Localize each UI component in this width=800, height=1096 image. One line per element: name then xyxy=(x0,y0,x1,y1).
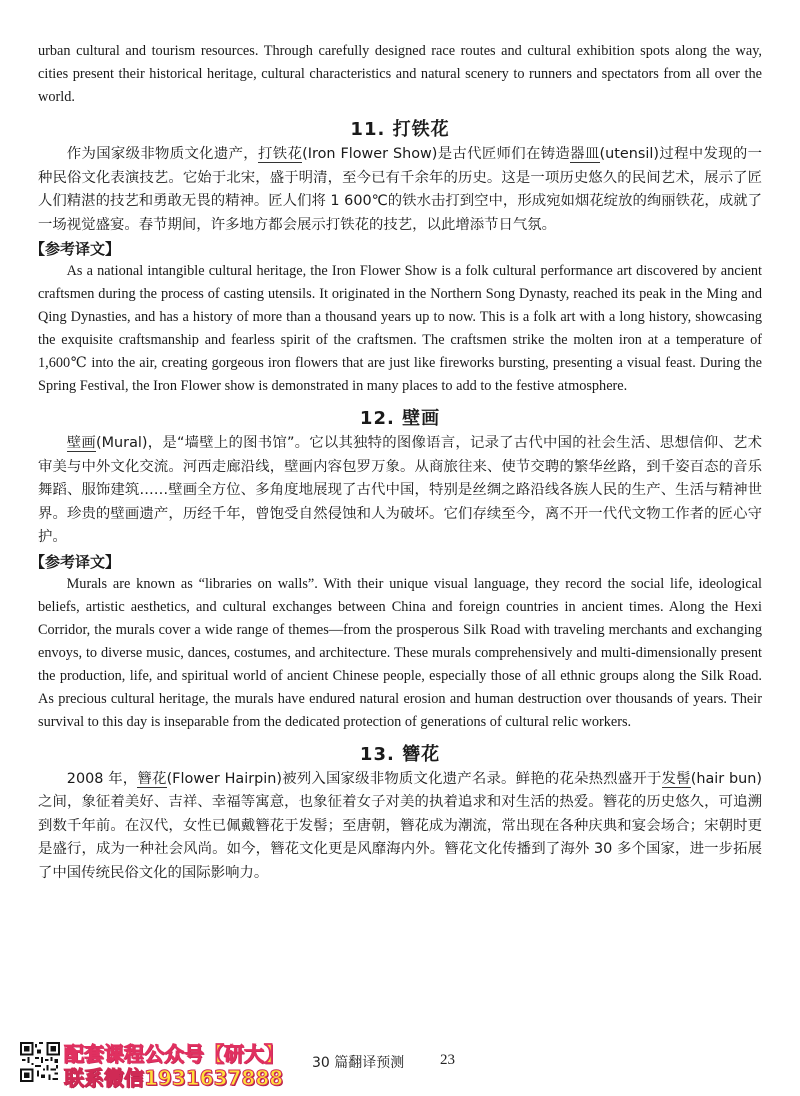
section-11-title: 11. 打铁花 xyxy=(350,119,450,140)
section-12-reference-heading: 【参考译文】 xyxy=(30,552,121,571)
running-footer-book-title: 30 篇翻译预测 xyxy=(312,1055,405,1071)
section-11-zh-post: (utensil)过程中发现的一种民俗文化表演技艺。它始于北宋，盛于明清，至今已有千余年的历史。这是一项历史悠久的民间艺术，展示了匠人们精湛的技艺和勇敢无畏的精神。匠人们将 1 600℃的铁水击打到空中，形成宛如烟花绽放的绚丽铁花，成就了一场视觉盛宴。春节期间，许多地方都会展示打铁花的技艺，以此增添节日气氛。 xyxy=(38,146,762,233)
section-12-term-mural: 壁画 xyxy=(66,435,97,451)
section-11-zh-mid: (Iron Flower Show)是古代匠师们在铸造 xyxy=(302,146,571,162)
qr-code-icon xyxy=(20,1042,60,1082)
section-11-english-translation: As a national intangible cultural heritage, the Iron Flower Show is a folk cultural performance art discovered by ancient craftsmen during the process of casting utensils. It originated in the Northern Song Dynasty, reached its peak in the Ming and Qing Dynasties, and has a history of more than a thousand years up to now. This is a folk art with a long history, showcasing the exquisite craftsmanship and fearless spirit of the craftsmen. The craftsmen strike the molten iron at a temperature of 1,600℃ into the air, creating gorgeous iron flowers that are just like fireworks bursting, presenting a visual feast. During the Spring Festival, the Iron Flower show is demonstrated in many places to add to the festive atmosphere. xyxy=(38,263,762,394)
section-13-title: 13. 簪花 xyxy=(359,743,441,765)
page-body xyxy=(30,40,762,885)
section-11-zh-pre: 作为国家级非物质文化遗产， xyxy=(66,146,259,162)
section-11-reference-heading: 【参考译文】 xyxy=(30,240,121,258)
section-13-chinese-text xyxy=(38,768,762,886)
section-13-zh-mid: (Flower Hairpin)被列入国家级非物质文化遗产名录。鲜艳的花朵热烈盛开于 xyxy=(166,770,662,787)
section-13-zh-pre: 2008 年， xyxy=(66,770,138,787)
section-12-chinese-text xyxy=(38,432,762,550)
section-13-zh-post: (hair bun)之间，象征着美好、吉祥、幸福等寓意，也象征着女子对美的执着追求和对生活的热爱。簪花的历史悠久，可追溯到数千年前。在汉代，女性已佩戴簪花于发髻；至唐朝，簪花成为潮流，常出现在各种庆典和宴会场合；宋朝时更是盛行，成为一种社会风尚。如今，簪花文化更是风靡海内外。簪花文化传播到了海外 30 多个国家，进一步拓展了中国传统民俗文化的国际影响力。 xyxy=(38,770,762,881)
intro-paragraph-end: urban cultural and tourism resources. Through carefully designed race routes and cultural exhibition spots along the way, cities present their historical heritage, cultural characteristics and natural scenery to runners and spectators from all over the world. xyxy=(38,43,762,105)
section-12-english-translation: Murals are known as “libraries on walls”. With their unique visual language, they record the social life, ideological beliefs, artistic aesthetics, and cultural exchanges between China and foreign countries in ancient times. Along the Hexi Corridor, the murals cover a wide range of themes—from the prosperous Silk Road with traveling merchants and exchanging envoys, to diverse music, dances, costumes, and architecture. These murals comprehensively and multi-dimensionally present the production, life, and spiritual world of ancient Chinese people, especially those of all ethnic groups along the Silk Road. As precious cultural heritage, the murals have endured natural erosion and human destruction over thousands of years. Their survival to this day is inseparable from the dedicated protection of generations of cultural relic workers. xyxy=(38,575,762,730)
page-number: 23 xyxy=(440,1052,455,1068)
section-13-term-hair-bun: 发髻 xyxy=(661,770,691,787)
page-footer xyxy=(0,1038,800,1090)
promo-contact-text: 联系微信1931637888 xyxy=(64,1066,284,1090)
section-11-chinese-text xyxy=(38,143,762,237)
section-12-title: 12. 壁画 xyxy=(359,408,441,429)
section-11-term-utensil: 器皿 xyxy=(570,146,600,162)
section-13-term-flower-hairpin: 簪花 xyxy=(137,770,167,787)
section-12-zh-post: (Mural)，是“墙壁上的图书馆”。它以其独特的图像语言，记录了古代中国的社会生活、思想信仰、艺术审美与中外文化交流。河西走廊沿线，壁画内容包罗万象。从商旅往来、使节交聘的繁华丝路，到千姿百态的音乐舞蹈、服饰建筑……壁画全方位、多角度地展现了古代中国，特别是丝绸之路沿线各族人民的生产、生活与精神世界。珍贵的壁画遗产，历经千年，曾饱受自然侵蚀和人为破坏。它们存续至今，离不开一代代文物工作者的匠心守护。 xyxy=(38,435,762,545)
section-11-term-iron-flower: 打铁花 xyxy=(258,146,303,162)
promo-wechat-account-text: 配套课程公众号【研大】 xyxy=(64,1042,284,1066)
